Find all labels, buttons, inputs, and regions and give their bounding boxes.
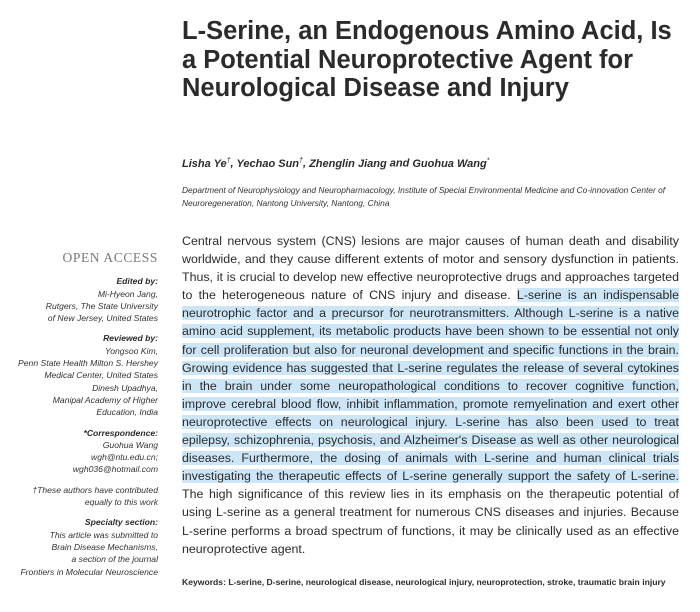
equal-contribution-note (0, 484, 158, 509)
edited-by-block (0, 275, 158, 324)
author[interactable]: Yechao Sun† (236, 157, 303, 170)
editor-line: of New Jersey, United States (47, 313, 158, 324)
correspondence-email[interactable]: wgh036@hotmail.com (72, 464, 158, 475)
reviewer-line: Manipal Academy of Higher (52, 394, 158, 405)
abstract-text (182, 232, 679, 558)
highlighted-selection[interactable]: L-serine is an indispensable neurotrophic factor and a precursor for neurotransmitters. Although L-serine is a native amino acid supplement, its metabolic products have been shown to be essential not only for cell proliferation but also for neuronal development and specific functions in the brain. Growing evidence has suggested that L-serine regulates the release of several cytokines in the brain under some neuropathological conditions to recover cognitive function, improve cerebral blood flow, inhibit inflammation, promote remyelination and exert other neuroprotective effects on neurological injury. L-serine has also been used to treat epilepsy, schizophrenia, psychosis, and Alzheimer's Disease as well as other neurological diseases. Furthermore, the dosing of animals with L-serine and human clinical trials investigating the therapeutic effects of L-serine generally support the safety of L-serine. (182, 288, 679, 484)
keywords: Keywords: L-serine, D-serine, neurological disease, neurological injury, neuroprotection, stroke, traumatic brain injury (182, 577, 666, 587)
reviewed-by-heading: Reviewed by: (103, 333, 158, 344)
reviewer-line: Medical Center, United States (44, 370, 158, 381)
reviewer-line: Penn State Health Milton S. Hershey (18, 358, 158, 369)
reviewer-line: Yongsoo Kim, (104, 345, 158, 356)
correspondence-name: Guohua Wang (102, 439, 158, 450)
open-access-label: OPEN ACCESS (62, 250, 158, 265)
specialty-line: a section of the journal (71, 554, 158, 565)
reviewer-line: Education, India (96, 407, 158, 418)
affiliation: Department of Neurophysiology and Neuropharmacology, Institute of Special Environmental Medicine and Co-innovation Center of Neuroregeneration, Nantong University, Nantong, China (182, 185, 666, 208)
article-title: L-Serine, an Endogenous Amino Acid, Is a Potential Neuroprotective Agent for Neurological Disease and Injury (182, 17, 672, 102)
abstract-intro: Central nervous system (CNS) lesions are major causes of human death and disability worldwide, and they cause different extents of motor and sensory dysfunction in patients. Thus, it is crucial to develop new effective neuroprotective drugs and approaches targeted to the heterogeneous nature of CNS injury and disease. (182, 234, 679, 303)
specialty-heading: Specialty section: (84, 517, 158, 528)
specialty-line: This article was submitted to (49, 529, 158, 540)
reviewer-line: Dinesh Upadhya, (92, 382, 158, 393)
edited-by-heading: Edited by: (116, 276, 158, 287)
correspondence-heading: *Correspondence: (83, 427, 158, 438)
correspondence-email[interactable]: wgh@ntu.edu.cn; (90, 452, 158, 463)
article-sidebar (0, 252, 158, 586)
contribution-line: †These authors have contributed (32, 484, 158, 495)
editor-line: Mi-Hyeon Jang, (97, 288, 158, 299)
specialty-section-block (0, 516, 158, 577)
author[interactable]: Guohua Wang* (412, 157, 490, 170)
specialty-line: Frontiers in Molecular Neuroscience (20, 566, 158, 577)
author[interactable]: Zhenglin Jiang (309, 157, 387, 170)
author-list: Lisha Ye†, Yechao Sun†, Zhenglin Jiang and Guohua Wang* (182, 157, 490, 170)
specialty-line: Brain Disease Mechanisms, (51, 541, 158, 552)
correspondence-block (0, 427, 158, 476)
editor-line: Rutgers, The State University (45, 300, 158, 311)
reviewed-by-block (0, 332, 158, 418)
abstract-conclusion: The high significance of this review lies in its emphasis on the therapeutic potential of using L-serine as a general treatment for numerous CNS diseases and injuries. Because L-serine performs a broad spectrum of functions, it may be clinically used as an effective neuroprotective agent. (182, 487, 679, 556)
contribution-line: equally to this work (84, 497, 158, 508)
author[interactable]: Lisha Ye† (182, 157, 231, 170)
